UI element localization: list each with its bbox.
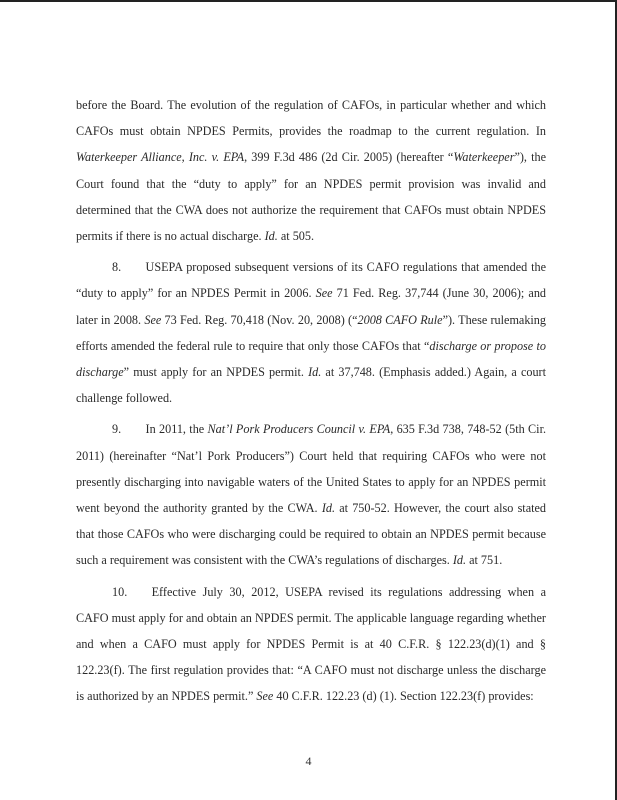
text-run: 71 Fed. Reg. 37,744 (June 30, 2006); and later in 2008. bbox=[76, 286, 547, 327]
text-run: , 399 F.3d 486 (2d Cir. 2005) (hereafter “ bbox=[244, 150, 454, 165]
text-run: 73 Fed. Reg. 70,418 (Nov. 20, 2008) (“ bbox=[161, 312, 358, 327]
text-run: before the Board. The evolution of the regulation of CAFOs, in particular whether and which CAFOs must obtain NPDES Permits, provides the roadmap to the current regulation. In bbox=[76, 98, 546, 139]
text-run: USEPA proposed subsequent versions of its CAFO regulations that amended the “duty to apply” for an NPDES Permit in 2006. bbox=[76, 260, 546, 301]
text-run: In 2011, the bbox=[145, 422, 208, 437]
italic-citation: 2008 CAFO Rule bbox=[357, 312, 443, 327]
italic-citation: Id. bbox=[321, 501, 336, 516]
text-run: ”), the Court found that the “duty to apply” for an NPDES permit provision was invalid and determined that the CWA does not authorize the requirement that CAFOs must obtain NPDES permits if there is no actual discharge. bbox=[76, 150, 547, 244]
numbered-paragraph bbox=[76, 579, 546, 710]
italic-citation: Waterkeeper Alliance, Inc. v. EPA bbox=[76, 150, 245, 165]
text-run: ” must apply for an NPDES permit. bbox=[123, 365, 309, 380]
italic-citation: Waterkeeper bbox=[453, 150, 515, 165]
numbered-paragraph bbox=[76, 254, 546, 411]
text-run: at 751. bbox=[466, 553, 503, 568]
italic-citation: discharge or propose to discharge bbox=[76, 338, 546, 380]
text-run: 40 C.F.R. 122.23 (d) (1). Section 122.23(f) provides: bbox=[273, 689, 534, 704]
italic-citation: See bbox=[256, 689, 274, 704]
text-run: at 750-52. However, the court also stated that those CAFOs who were discharging could be required to obtain an NPDES permit because such a requirement was consistent with the CWA’s regulations of discharges. bbox=[76, 501, 546, 568]
text-run: ”). These rulemaking efforts amended the federal rule to require that only those CAFOs that “ bbox=[76, 312, 546, 353]
document-body bbox=[76, 92, 546, 710]
italic-citation: Id. bbox=[452, 553, 467, 568]
paragraph-number: 9. bbox=[112, 422, 122, 437]
page-number: 4 bbox=[305, 754, 312, 768]
numbered-paragraph bbox=[76, 416, 546, 573]
italic-citation: See bbox=[144, 312, 162, 327]
text-run: Effective July 30, 2012, USEPA revised its regulations addressing when a CAFO must apply for and obtain an NPDES permit. The applicable language regarding whether and when a CAFO must apply for NPDES Permit is at 40 C.F.R. § 122.23(d)(1) and § 122.23(f). The first regulation provides that: “A CAFO must not discharge unless the discharge is authorized by an NPDES permit.” bbox=[76, 584, 546, 704]
italic-citation: Nat’l Pork Producers Council v. EPA bbox=[207, 422, 391, 437]
italic-citation: Id. bbox=[264, 229, 278, 244]
text-run: at 37,748. (Emphasis added.) Again, a court challenge followed. bbox=[76, 365, 546, 406]
italic-citation: See bbox=[315, 286, 333, 301]
text-run: , 635 F.3d 738, 748-52 (5th Cir. 2011) (hereinafter “Nat’l Pork Producers”) Court held that requiring CAFOs who were not presently discharging into navigable waters of the United States to apply for an NPDES permit went beyond the authority granted by the CWA. bbox=[76, 422, 546, 516]
italic-citation: Id. bbox=[308, 365, 322, 380]
paragraph-continuation bbox=[76, 92, 546, 249]
text-run: at 505. bbox=[277, 229, 315, 244]
paragraph-number: 8. bbox=[112, 260, 122, 275]
paragraph-number: 10. bbox=[112, 584, 128, 599]
